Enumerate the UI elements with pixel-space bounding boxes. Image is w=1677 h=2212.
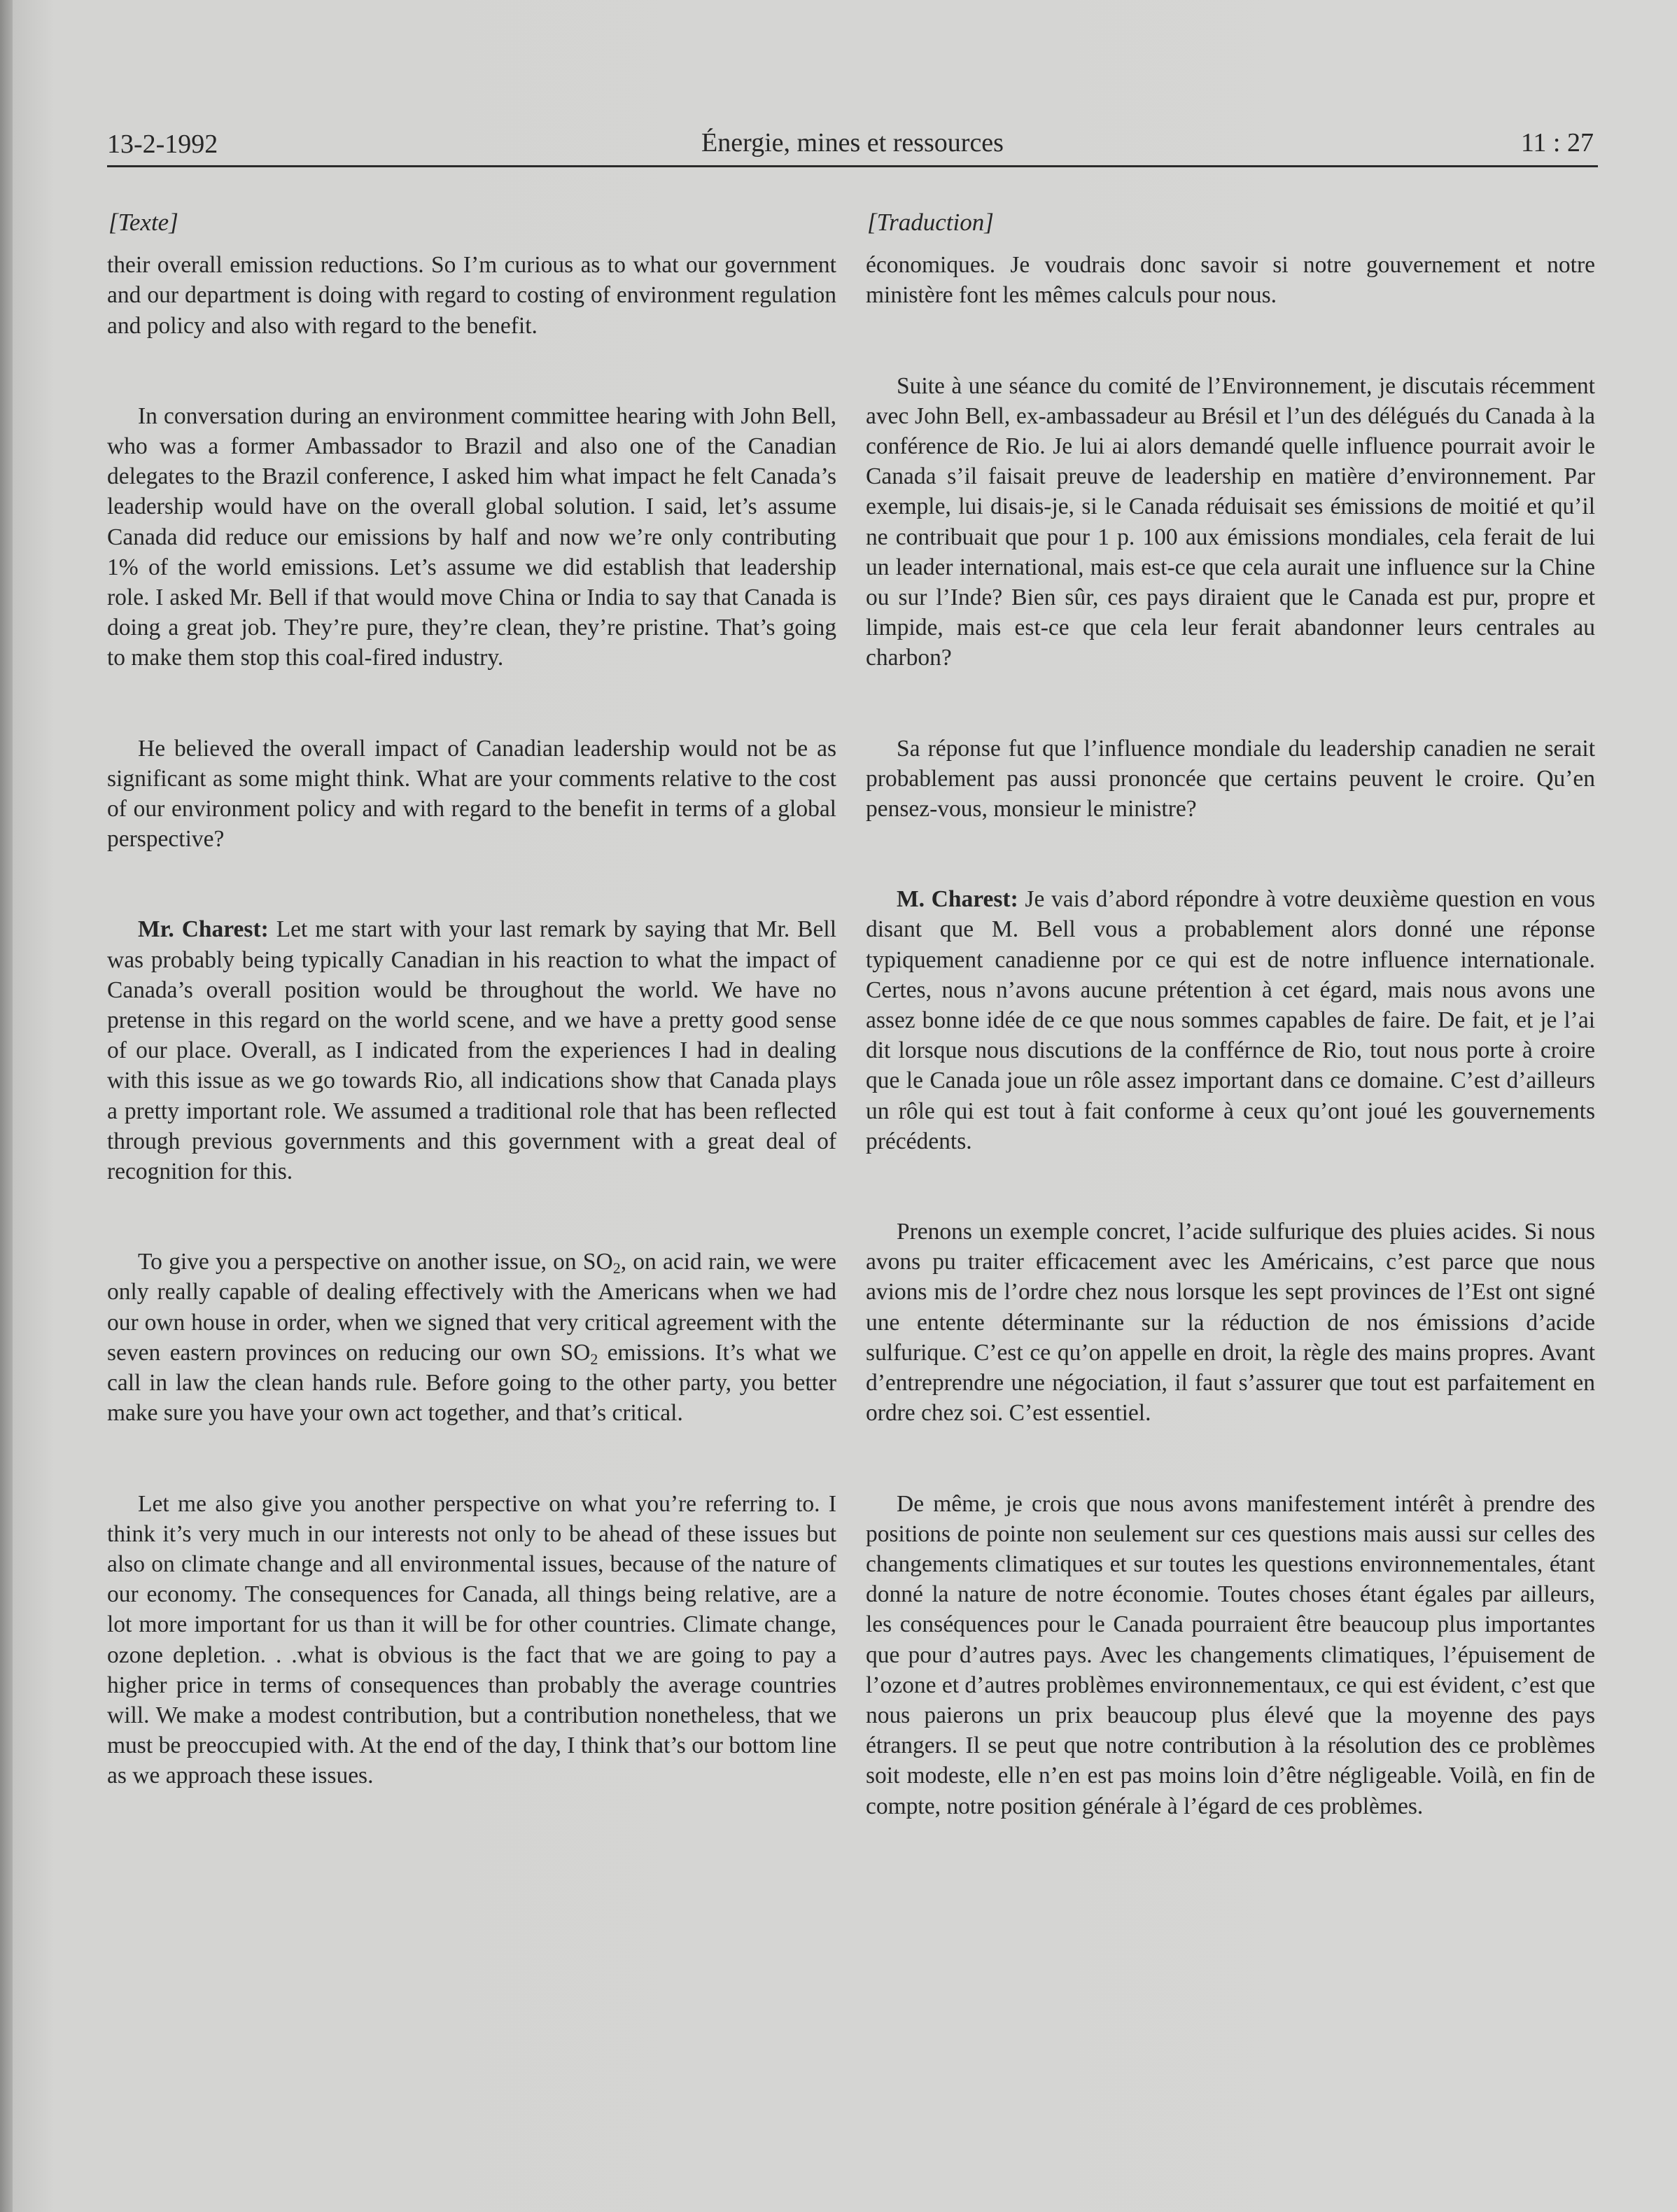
english-column: [107, 207, 836, 1791]
header-title: Énergie, mines et ressources: [701, 128, 1004, 158]
paragraph: économiques. Je voudrais donc savoir si notre gouvernement et notre ministère font les mêmes calculs pour nous.: [866, 252, 1595, 309]
paragraph: Suite à une séance du comité de l’Environnement, je discutais récemment avec John Bell, ex-ambassadeur au Brésil et l’un des délégués du Canada à la conférence de Rio. Je lui ai alors demandé quelle influence pourrait avoir le Canada s’il faisait preuve de leadership en matière d’environnement. Par exemple, lui disais-je, si le Canada réduisait ses émissions de moitié et qu’il ne contribuait que pour 1 p. 100 aux émissions mondiales, cela ferait de lui un leader international, mais est-ce que cela aurait une influence sur la Chine ou sur l’Inde? Bien sûr, ces pays diraient que le Canada est pur, propre et limpide, mais est-ce que cela leur ferait abandonner leurs centrales au charbon?: [866, 372, 1595, 671]
paragraph: Let me also give you another perspective on what you’re referring to. I think it’s very much in our interests not only to be ahead of these issues but also on climate change and all environmental issues, because of the nature of our economy. The consequences for Canada, all things being relative, are a lot more important for us than it will be for other countries. Climate change, ozone depletion. . .what is obvious is the fact that we are going to pay a higher price in terms of consequences than probably the average countries will. We make a modest contribution, but a contribution nonetheless, that we must be preoccupied with. At the end of the day, I think that’s our bottom line as we approach these issues.: [107, 1490, 836, 1789]
paragraph: De même, je crois que nous avons manifestement intérêt à prendre des positions de pointe non seulement sur ces questions mais aussi sur celles des changements climatiques et sur toutes les questions environnementales, étant donné la nature de notre économie. Toutes choses étant égales par ailleurs, les conséquences pour le Canada pourraient être beaucoup plus importantes que pour d’autres pays. Avec les changements climatiques, l’épuisement de l’ozone et d’autres problèmes environnementaux, ce qui est évident, c’est que nous paierons un prix beaucoup plus élevé que la moyenne des pays étrangers. Il se peut que notre contribution à la résolution des ce problèmes soit modeste, elle n’en est pas moins loin d’être négligeable. Voilà, en fin de compte, notre position générale à l’égard de ces problèmes.: [866, 1490, 1595, 1819]
column-label-traduction: [Traduction]: [867, 209, 994, 236]
speaker-name: Mr. Charest:: [138, 916, 269, 943]
speaker-name: M. Charest:: [897, 886, 1018, 913]
paragraph: To give you a perspective on another issue, on $SO_2$, on acid rain, we were only really capable of dealing effectively with the Americans when we had our own house in order, when we signed that very critical agreement with the seven eastern provinces on reducing our own $SO_2$ emissions. It’s what we call in law the clean hands rule. Before going to the other party, you better make sure you have your own act together, and that’s critical.: [107, 1249, 837, 1427]
header-date: 13-2-1992: [107, 130, 218, 159]
header-page-number: 11 : 27: [1520, 128, 1594, 158]
paragraph: In conversation during an environment committee hearing with John Bell, who was a former Ambassador to Brazil and also one of the Canadian delegates to the Brazil conference, I asked him what impact he felt Canada’s leadership would have on the overall global solution. I said, let’s assume Canada did reduce our emissions by half and now we’re only contributing 1% of the world emissions. Let’s assume we did establish that leadership role. I asked Mr. Bell if that would move China or India to say that Canada is doing a great job. They’re pure, they’re clean, they’re pristine. That’s going to make them stop this coal-fired industry.: [107, 402, 836, 671]
paragraph: their overall emission reductions. So I’m curious as to what our government and our department is doing with regard to costing of environment regulation and policy and also with regard to the benefit.: [107, 252, 836, 339]
french-column: [866, 207, 1595, 1821]
paragraph: Sa réponse fut que l’influence mondiale du leadership canadien ne serait probablement pas aussi prononcée que certains peuvent le croire. Qu’en pensez-vous, monsieur le ministre?: [866, 735, 1595, 822]
paragraph: Prenons un exemple concret, l’acide sulfurique des pluies acides. Si nous avons pu traiter efficacement avec les Américains, c’est parce que nous avions mis de l’ordre chez nous lorsque les sept provinces de l’Est ont signé une entente déterminante sur la réduction de nos émissions d’acide sulfurique. C’est ce qu’on appelle en droit, la règle des mains propres. Avant d’entreprendre une négociation, il faut s’assurer que tout est parfaitement en ordre chez soi. C’est essentiel.: [866, 1219, 1595, 1427]
paragraph: He believed the overall impact of Canadian leadership would not be as significant as some might think. What are your comments relative to the cost of our environment policy and with regard to the benefit in terms of a global perspective?: [107, 735, 836, 853]
running-header: [107, 120, 1598, 167]
speaker-paragraph: M. Charest: Je vais d’abord répondre à votre deuxième question en vous disant que M. Bell vous a probablement alors donné une réponse typiquement canadienne por ce qui est de notre influence internationale. Certes, nous n’avons aucune prétention à cet égard, mais nous avons une assez bonne idée de ce que nous sommes capables de faire. De fait, et je l’ai dit lorsque nous discutions de la confférnce de Rio, tout nous porte à croire que le Canada joue un rôle assez important dans ce domaine. C’est d’ailleurs un rôle qui est tout à fait conforme à ceux qu’ont joué les gouvernements précédents.: [866, 886, 1595, 1154]
speaker-paragraph: Mr. Charest: Let me start with your last remark by saying that Mr. Bell was probably being typically Canadian in his reaction to what the impact of Canada’s overall position would be throughout the world. We have no pretense in this regard on the world scene, and we have a pretty good sense of our place. Overall, as I indicated from the experiences I had in dealing with this issue as we go towards Rio, all indications show that Canada plays a pretty important role. We assumed a traditional role that has been reflected through previous governments and this government with a great deal of recognition for this.: [107, 916, 837, 1185]
column-label-texte: [Texte]: [108, 209, 178, 236]
